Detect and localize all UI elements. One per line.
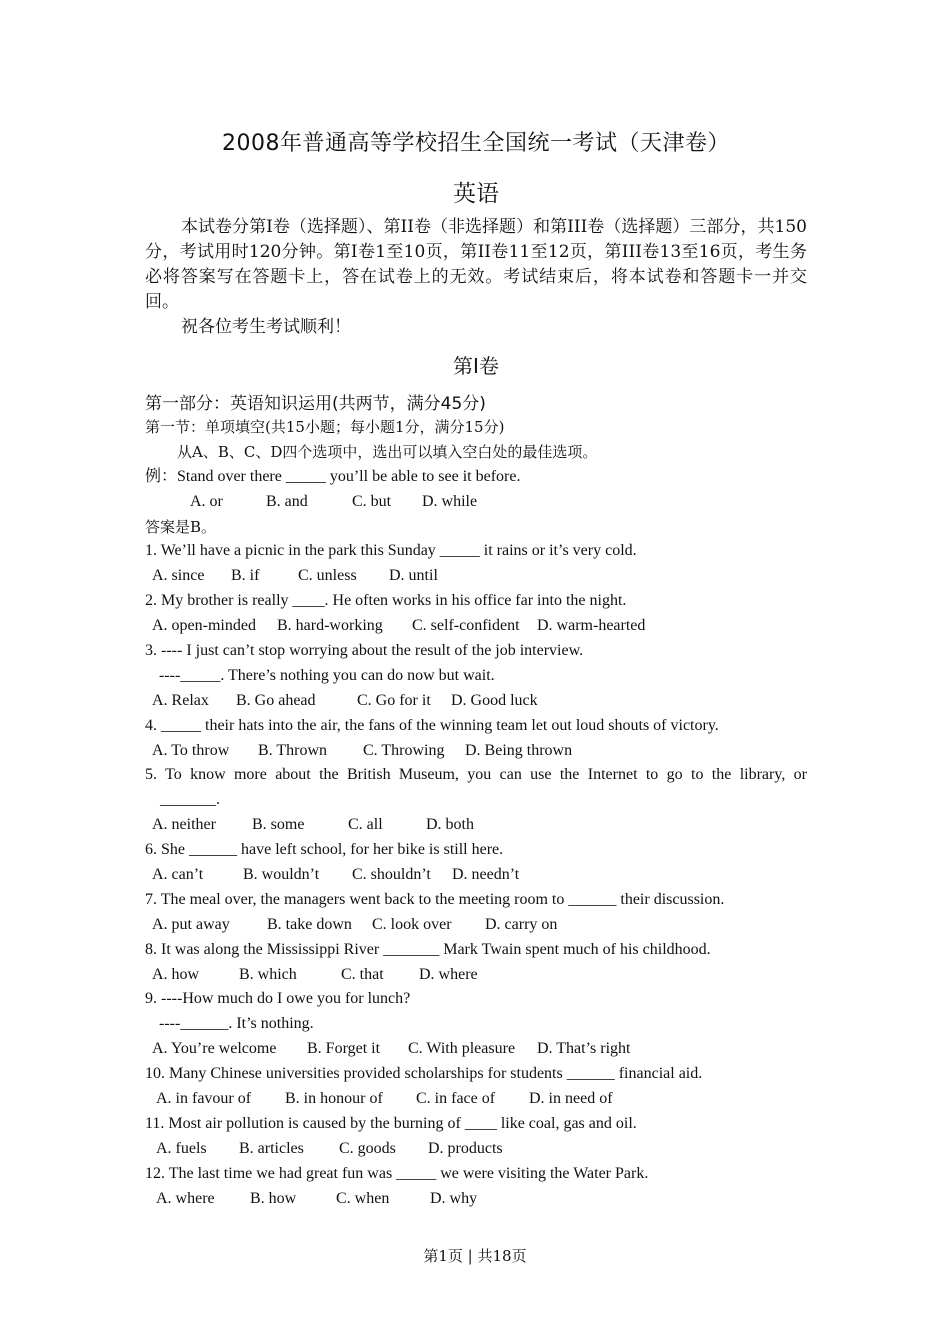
question-options bbox=[145, 1037, 807, 1062]
option: B. Thrown bbox=[258, 741, 328, 759]
option: C. goods bbox=[339, 1139, 396, 1157]
option: A. You’re welcome bbox=[152, 1040, 277, 1058]
question-stem: 4. _____ their hats into the air, the fans of the winning team let out loud shouts of victory. bbox=[145, 716, 719, 734]
subject-title: 英语 bbox=[453, 181, 499, 207]
question-stem: 2. My brother is really ____. He often works in his office far into the night. bbox=[145, 592, 627, 610]
option: C. Go for it bbox=[357, 691, 431, 709]
option: B. some bbox=[252, 816, 305, 834]
option: D. until bbox=[389, 567, 438, 585]
question-options bbox=[145, 863, 807, 888]
question-stem: 10. Many Chinese universities provided scholarships for students ______ financial aid. bbox=[145, 1065, 703, 1083]
question-options bbox=[145, 1087, 807, 1112]
option: C. unless bbox=[298, 567, 357, 585]
question-stem: 9. ----How much do I owe you for lunch? bbox=[145, 990, 411, 1008]
option: A. neither bbox=[152, 816, 216, 834]
example-stem: 例：Stand over there _____ you’ll be able to see it before. bbox=[145, 467, 521, 485]
exam-page bbox=[145, 0, 807, 1344]
option: D. warm-hearted bbox=[537, 617, 646, 635]
option: D. Good luck bbox=[451, 691, 538, 709]
part-heading: 第一部分：英语知识运用(共两节，满分45分) bbox=[145, 394, 486, 414]
option: A. since bbox=[152, 567, 205, 585]
option: B. and bbox=[266, 492, 308, 510]
question-stem: 1. We’ll have a picnic in the park this Sunday _____ it rains or it’s very cold. bbox=[145, 542, 637, 560]
option: D. where bbox=[419, 965, 478, 983]
option: B. Forget it bbox=[307, 1040, 381, 1058]
question-options bbox=[145, 913, 807, 938]
section-heading: 第一节：单项填空(共15小题；每小题1分，满分15分) bbox=[145, 418, 505, 436]
question-stem: 5. To know more about the British Museum, you can use the Internet to go to the library, or bbox=[145, 766, 807, 784]
question-options bbox=[145, 564, 807, 589]
option: A. open-minded bbox=[152, 617, 256, 635]
question-options bbox=[145, 813, 807, 838]
option: C. when bbox=[336, 1189, 390, 1207]
option: C. but bbox=[352, 492, 392, 510]
option: D. in need of bbox=[529, 1090, 613, 1108]
option: B. how bbox=[250, 1189, 297, 1207]
option: B. in honour of bbox=[285, 1090, 383, 1108]
option: B. articles bbox=[239, 1139, 304, 1157]
option: C. Throwing bbox=[363, 741, 445, 759]
option: C. self-confident bbox=[412, 617, 520, 635]
option: D. why bbox=[430, 1189, 478, 1207]
option: A. put away bbox=[152, 915, 230, 933]
option: D. That’s right bbox=[537, 1040, 631, 1058]
question-options bbox=[145, 1137, 807, 1162]
question-options bbox=[145, 614, 807, 639]
option: D. while bbox=[422, 492, 478, 510]
option: D. Being thrown bbox=[465, 741, 573, 759]
question-options bbox=[145, 963, 807, 988]
example-answer: 答案是B。 bbox=[145, 517, 217, 536]
option: A. in favour of bbox=[156, 1090, 252, 1108]
question-response: ----_____. There’s nothing you can do now but wait. bbox=[159, 666, 495, 684]
option: A. fuels bbox=[156, 1139, 207, 1157]
question-stem: 3. ---- I just can’t stop worrying about the result of the job interview. bbox=[145, 642, 584, 660]
option: A. can’t bbox=[152, 866, 204, 884]
option: C. all bbox=[348, 816, 383, 834]
question-stem: 11. Most air pollution is caused by the burning of ____ like coal, gas and oil. bbox=[145, 1114, 637, 1132]
option: B. hard-working bbox=[277, 617, 383, 635]
option: D. needn’t bbox=[452, 866, 520, 884]
option: C. that bbox=[341, 965, 384, 983]
option: A. Relax bbox=[152, 691, 209, 709]
question-options bbox=[145, 1187, 807, 1212]
question-area bbox=[145, 415, 807, 1212]
option: A. or bbox=[190, 492, 223, 510]
volume-heading: 第I卷 bbox=[453, 354, 499, 378]
option: C. look over bbox=[372, 915, 452, 933]
question-stem-continued: _______. bbox=[160, 791, 220, 809]
example-options bbox=[145, 490, 807, 515]
question-options bbox=[145, 739, 807, 764]
option: B. if bbox=[231, 567, 260, 585]
exam-title: 2008年普通高等学校招生全国统一考试（天津卷） bbox=[222, 131, 730, 156]
intro-block bbox=[145, 215, 807, 340]
page-footer: 第1页 | 共18页 bbox=[423, 1247, 527, 1265]
option: C. With pleasure bbox=[408, 1040, 516, 1058]
question-response: ----______. It’s nothing. bbox=[159, 1015, 314, 1033]
option: B. wouldn’t bbox=[243, 866, 320, 884]
question-stem: 8. It was along the Mississippi River _______ Mark Twain spent much of his childhood. bbox=[145, 940, 711, 958]
option: B. which bbox=[239, 965, 297, 983]
intro-wish: 祝各位考生考试顺利！ bbox=[181, 317, 351, 337]
question-stem: 7. The meal over, the managers went back to the meeting room to ______ their discussion. bbox=[145, 890, 725, 908]
intro-paragraph: 本试卷分第I卷（选择题）、第II卷（非选择题）和第III卷（选择题）三部分，共150分，考试用时120分钟。第I卷1至10页，第II卷11至12页，第III卷13至16页，考生务必将答案写在答题卡上，答在试卷上的无效。考试结束后，将本试卷和答题卡一并交回。 bbox=[145, 217, 807, 312]
question-options bbox=[145, 689, 807, 714]
instruction-text: 从A、B、C、D四个选项中，选出可以填入空白处的最佳选项。 bbox=[177, 442, 598, 461]
question-stem: 12. The last time we had great fun was _____ we were visiting the Water Park. bbox=[145, 1164, 649, 1182]
option: A. To throw bbox=[152, 741, 230, 759]
option: D. products bbox=[428, 1139, 503, 1157]
option: B. Go ahead bbox=[236, 691, 316, 709]
option: C. in face of bbox=[416, 1090, 496, 1108]
option: A. where bbox=[156, 1189, 215, 1207]
option: D. both bbox=[426, 816, 474, 834]
question-stem: 6. She ______ have left school, for her bike is still here. bbox=[145, 841, 504, 859]
option: B. take down bbox=[267, 915, 352, 933]
option: D. carry on bbox=[485, 915, 558, 933]
option: C. shouldn’t bbox=[352, 866, 431, 884]
option: A. how bbox=[152, 965, 200, 983]
